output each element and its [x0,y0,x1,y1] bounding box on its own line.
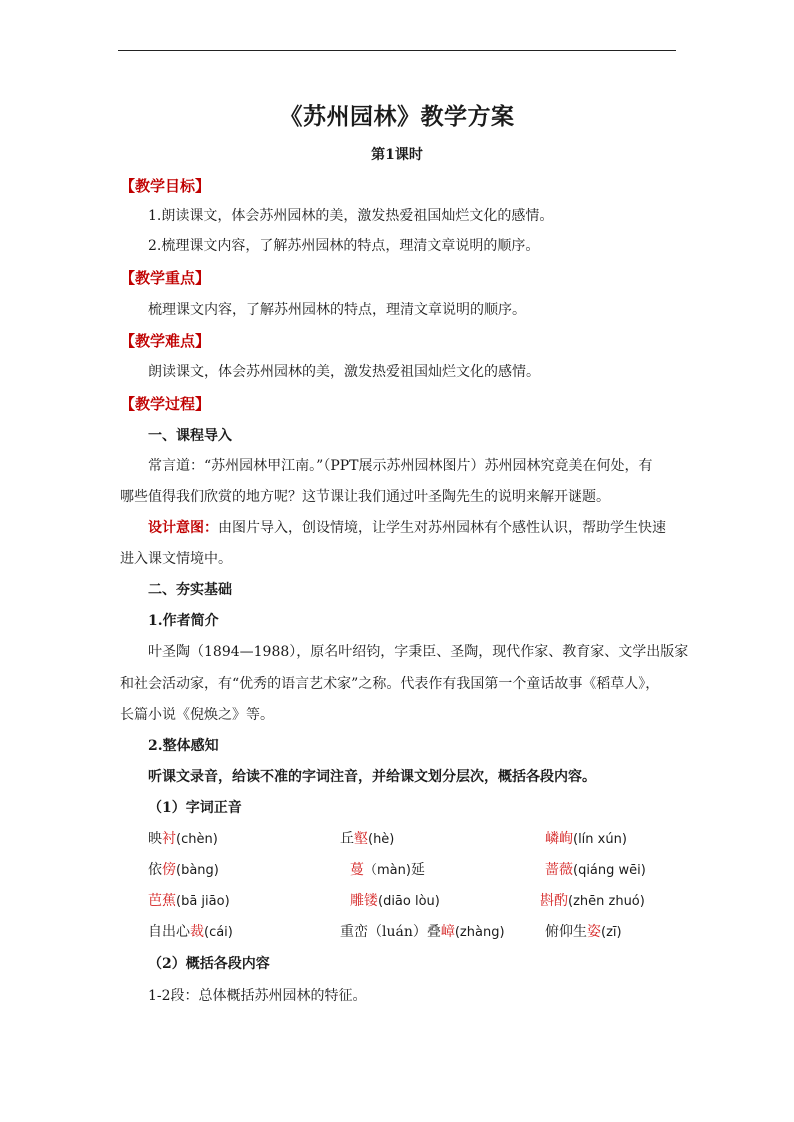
vocab-item: 自出心裁(cái) [148,924,233,940]
intro-para-line1: 常言道：“苏州园林甲江南。”（PPT展示苏州园林图片）苏州园林究竟美在何处，有 [148,458,653,474]
section-heading-difficulty: 【教学难点】 [120,332,211,350]
vocab-subheading: （1）字词正音 [148,800,242,816]
vocab-item: 嶙峋(lín xún) [545,831,627,847]
design-intent-text: 由图片导入，创设情境，让学生对苏州园林有个感性认识，帮助学生快速 [218,520,666,536]
design-intent-label: 设计意图： [148,520,218,536]
summary-subheading: （2）概括各段内容 [148,956,270,972]
vocab-item: 芭蕉(bā jiāo) [148,893,230,909]
design-intent-line2: 进入课文情境中。 [120,551,232,567]
vocab-item: 蔓（màn)延 [350,862,425,878]
intro-para-line2: 哪些值得我们欣赏的地方呢？这节课让我们通过叶圣陶先生的说明来解开谜题。 [120,489,610,505]
part2-heading: 二、夯实基础 [148,582,232,598]
author-para-line1: 叶圣陶（1894—1988），原名叶绍钧，字秉臣、圣陶，现代作家、教育家、文学出版家 [148,644,689,660]
document-title: 《苏州园林》教学方案 [279,103,515,130]
author-para-line2: 和社会活动家，有“优秀的语言艺术家”之称。代表作有我国第一个童话故事《稻草人》， [120,676,660,692]
vocab-item: 雕镂(diāo lòu) [350,893,440,909]
vocab-item: 丘壑(hè) [340,831,395,847]
vocab-item: 重峦（luán）叠嶂(zhàng) [340,924,505,940]
goal-item-1: 1.朗读课文，体会苏州园林的美，激发热爱祖国灿烂文化的感情。 [148,208,554,224]
vocab-item: 依傍(bàng) [148,862,219,878]
vocab-item: 斟酌(zhēn zhuó) [540,893,645,909]
section-heading-process: 【教学过程】 [120,395,211,413]
author-heading: 1.作者简介 [148,613,219,629]
focus-text: 梳理课文内容，了解苏州园林的特点，理清文章说明的顺序。 [148,302,526,318]
author-para-line3: 长篇小说《倪焕之》等。 [120,707,274,723]
difficulty-text: 朗读课文，体会苏州园林的美，激发热爱祖国灿烂文化的感情。 [148,364,540,380]
section-heading-focus: 【教学重点】 [120,269,211,287]
vocab-item: 蔷薇(qiáng wēi) [545,862,646,878]
part1-heading: 一、课程导入 [148,428,232,444]
goal-item-2: 2.梳理课文内容，了解苏州园林的特点，理清文章说明的顺序。 [148,238,540,254]
section-heading-goals: 【教学目标】 [120,177,211,195]
lesson-period: 第1课时 [371,147,423,163]
overall-heading: 2.整体感知 [148,738,219,754]
summary-para-1: 1-2段：总体概括苏州园林的特征。 [148,988,367,1004]
overall-task: 听课文录音，给读不准的字词注音，并给课文划分层次，概括各段内容。 [148,769,596,785]
header-rule [118,50,676,51]
design-intent-line1 [148,518,680,538]
vocab-item: 映衬(chèn) [148,831,218,847]
vocab-item: 俯仰生姿(zī) [545,924,622,940]
